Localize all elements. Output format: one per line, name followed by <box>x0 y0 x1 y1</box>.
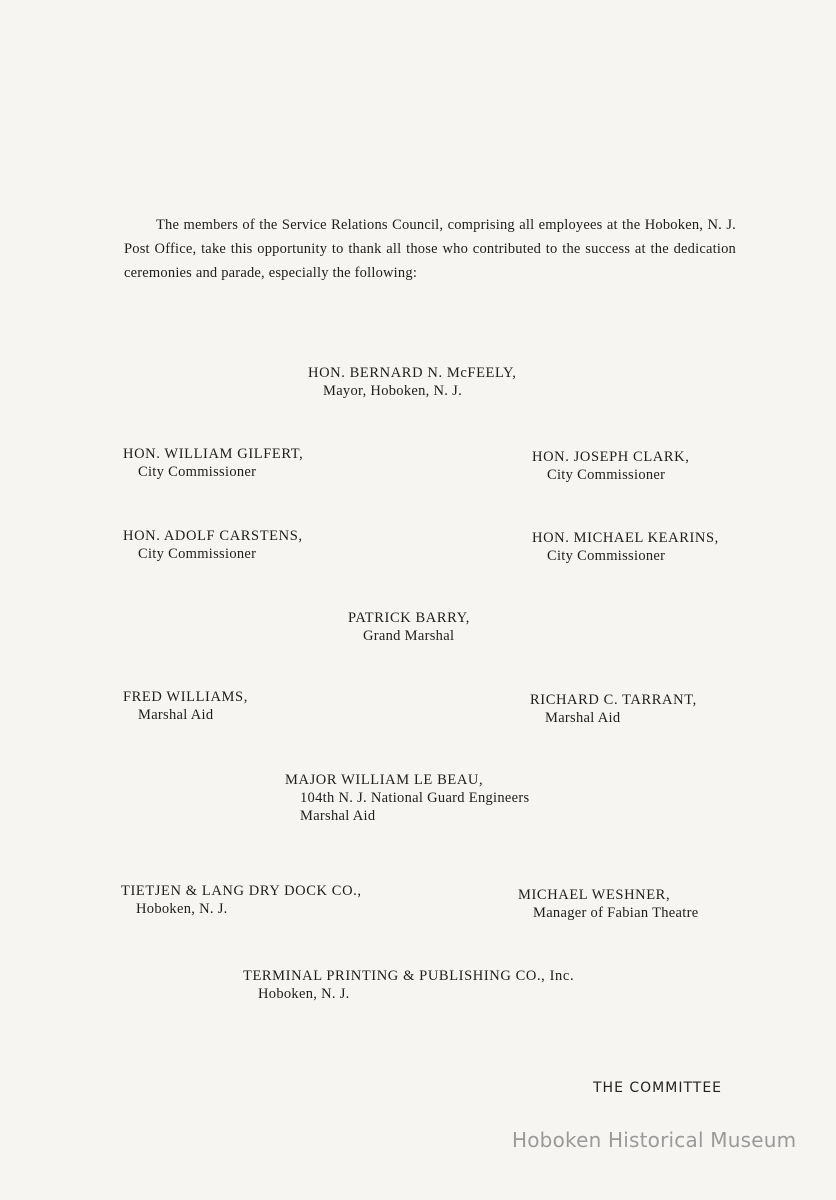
entry-role: Grand Marshal <box>363 628 455 644</box>
entry-tietjen-lang <box>121 882 362 918</box>
entry-name: FRED WILLIAMS, <box>123 689 248 705</box>
entry-name: HON. MICHAEL KEARINS, <box>532 530 719 546</box>
entry-role: Hoboken, N. J. <box>136 901 228 917</box>
entry-role: Manager of Fabian Theatre <box>533 905 699 921</box>
entry-name: HON. ADOLF CARSTENS, <box>123 528 303 544</box>
entry-name: PATRICK BARRY, <box>348 610 471 626</box>
entry-mcfeely <box>308 364 516 400</box>
entry-barry <box>348 609 470 645</box>
entry-clark <box>532 448 689 484</box>
entry-gilfert <box>123 445 303 481</box>
entry-name: TIETJEN & LANG DRY DOCK CO., <box>121 883 362 899</box>
entry-name: HON. WILLIAM GILFERT, <box>123 446 304 462</box>
entry-role: Mayor, Hoboken, N. J. <box>323 383 463 399</box>
entry-name: HON. BERNARD N. McFEELY, <box>308 365 517 381</box>
entry-carstens <box>123 527 303 563</box>
entry-role: Marshal Aid <box>300 808 376 824</box>
entry-weshner <box>518 886 698 922</box>
entry-role: 104th N. J. National Guard Engineers <box>300 790 530 806</box>
entry-role: City Commissioner <box>547 467 666 483</box>
entry-role: City Commissioner <box>138 546 257 562</box>
entry-williams <box>123 688 248 724</box>
entry-tarrant <box>530 691 697 727</box>
entry-kearins <box>532 529 719 565</box>
entry-terminal-printing <box>243 967 574 1003</box>
committee-signature: THE COMMITTEE <box>593 1080 723 1096</box>
entry-name: RICHARD C. TARRANT, <box>530 692 697 708</box>
entry-name: MICHAEL WESHNER, <box>518 887 671 903</box>
entry-role: Marshal Aid <box>545 710 621 726</box>
entry-role: Hoboken, N. J. <box>258 986 350 1002</box>
museum-watermark: Hoboken Historical Museum <box>512 1128 797 1152</box>
entry-name: TERMINAL PRINTING & PUBLISHING CO., Inc. <box>243 968 575 984</box>
intro-paragraph: The members of the Service Relations Council, comprising all employees at the Hoboken, N. J. Post Office, take this opportunity to thank all those who contributed to the success at the dedication ceremonies and parade, especially the following: <box>124 217 736 281</box>
entry-role: City Commissioner <box>547 548 666 564</box>
entry-role: City Commissioner <box>138 464 257 480</box>
entry-lebeau <box>285 771 529 825</box>
entry-name: HON. JOSEPH CLARK, <box>532 449 690 465</box>
entry-name: MAJOR WILLIAM LE BEAU, <box>285 772 484 788</box>
entry-role: Marshal Aid <box>138 707 214 723</box>
